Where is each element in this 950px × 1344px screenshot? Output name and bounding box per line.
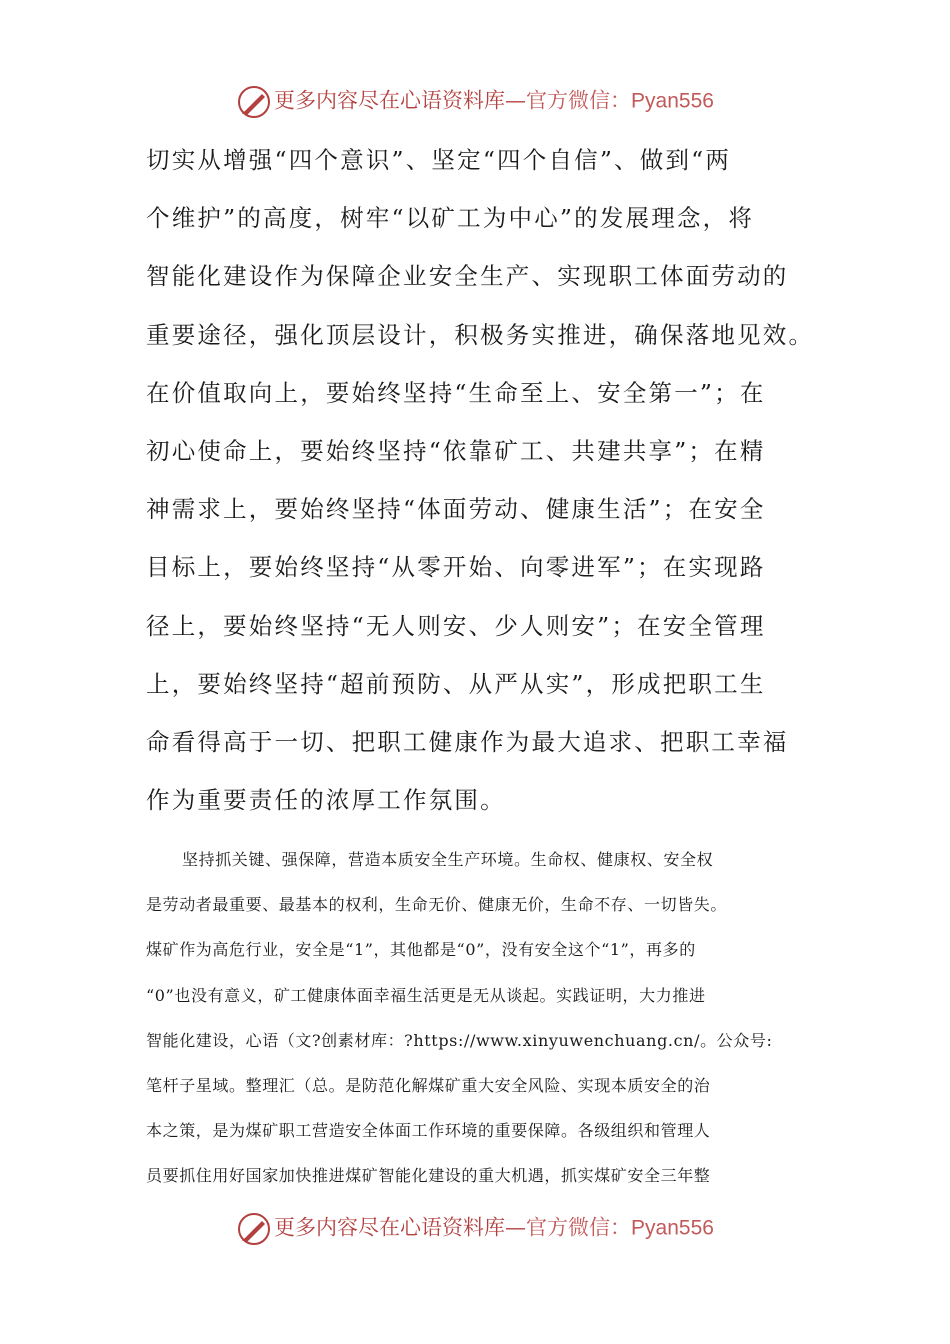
text-line: 作为重要责任的浓厚工作氛围。 — [146, 786, 506, 815]
text-line: 切实从增强“四个意识”、坚定“四个自信”、做到“两 — [146, 146, 732, 174]
body-paragraph-large — [146, 131, 815, 829]
text-line: 是劳动者最重要、最基本的权利，生命无价、健康无价，生命不存、一切皆失。 — [146, 895, 728, 915]
text-line: 初心使命上，要始终坚持“依靠矿工、共建共享”；在精 — [146, 437, 766, 466]
text-line: 在价值取向上，要始终坚持“生命至上、安全第一”；在 — [146, 378, 766, 407]
text-line: 笔杆子星域。整理汇（总。是防范化解煤矿重大安全风险、实现本质安全的治 — [146, 1076, 711, 1096]
banner-wechat-label: 官方微信： — [526, 89, 632, 113]
text-line: 员要抓住用好国家加快推进煤矿智能化建设的重大机遇，抓实煤矿安全三年整 — [146, 1166, 711, 1186]
text-line: 智能化建设作为保障企业安全生产、实现职工体面劳动的 — [146, 262, 789, 291]
text-line: 煤矿作为高危行业，安全是“1”，其他都是“0”，没有安全这个“1”，再多的 — [146, 940, 696, 960]
banner-wechat-label: 官方微信： — [526, 1216, 632, 1240]
text-line: 神需求上，要始终坚持“体面劳动、健康生活”；在安全 — [146, 495, 766, 524]
body-paragraph-small — [146, 837, 810, 1199]
banner-main-text: 更多内容尽在心语资料库 — [274, 88, 506, 113]
text-line: “0”也没有意义，矿工健康体面幸福生活更是无从谈起。实践证明，大力推进 — [146, 985, 706, 1005]
banner-main-text: 更多内容尽在心语资料库 — [274, 1215, 506, 1240]
banner-dash: — — [505, 88, 527, 113]
footer-watermark-banner — [0, 1211, 950, 1247]
text-line: 个维护”的高度，树牢“以矿工为中心”的发展理念，将 — [146, 204, 755, 233]
text-line: 坚持抓关键、强保障，营造本质安全生产环境。生命权、健康权、安全权 — [182, 850, 714, 869]
banner-wechat-id: Pyan556 — [631, 1216, 714, 1240]
text-line: 本之策，是为煤矿职工营造安全体面工作环境的重要保障。各级组织和管理人 — [146, 1121, 711, 1141]
text-line: 上，要始终坚持“超前预防、从严从实”，形成把职工生 — [146, 669, 766, 698]
banner-dash: — — [505, 1215, 527, 1240]
pen-logo-icon — [236, 84, 272, 120]
text-line: 重要途径，强化顶层设计，积极务实推进，确保落地见效。 — [146, 320, 815, 349]
text-line: 智能化建设，心语（文?创素材库：?https://www.xinyuwenchuang.cn/。公众号: — [146, 1030, 773, 1050]
header-watermark-banner — [0, 84, 950, 120]
pen-logo-icon — [236, 1211, 272, 1247]
text-line: 目标上，要始终坚持“从零开始、向零进军”；在实现路 — [146, 553, 766, 582]
banner-wechat-id: Pyan556 — [631, 89, 714, 113]
text-line: 命看得高于一切、把职工健康作为最大追求、把职工幸福 — [146, 728, 789, 757]
text-line: 径上，要始终坚持“无人则安、少人则安”；在安全管理 — [146, 611, 766, 640]
